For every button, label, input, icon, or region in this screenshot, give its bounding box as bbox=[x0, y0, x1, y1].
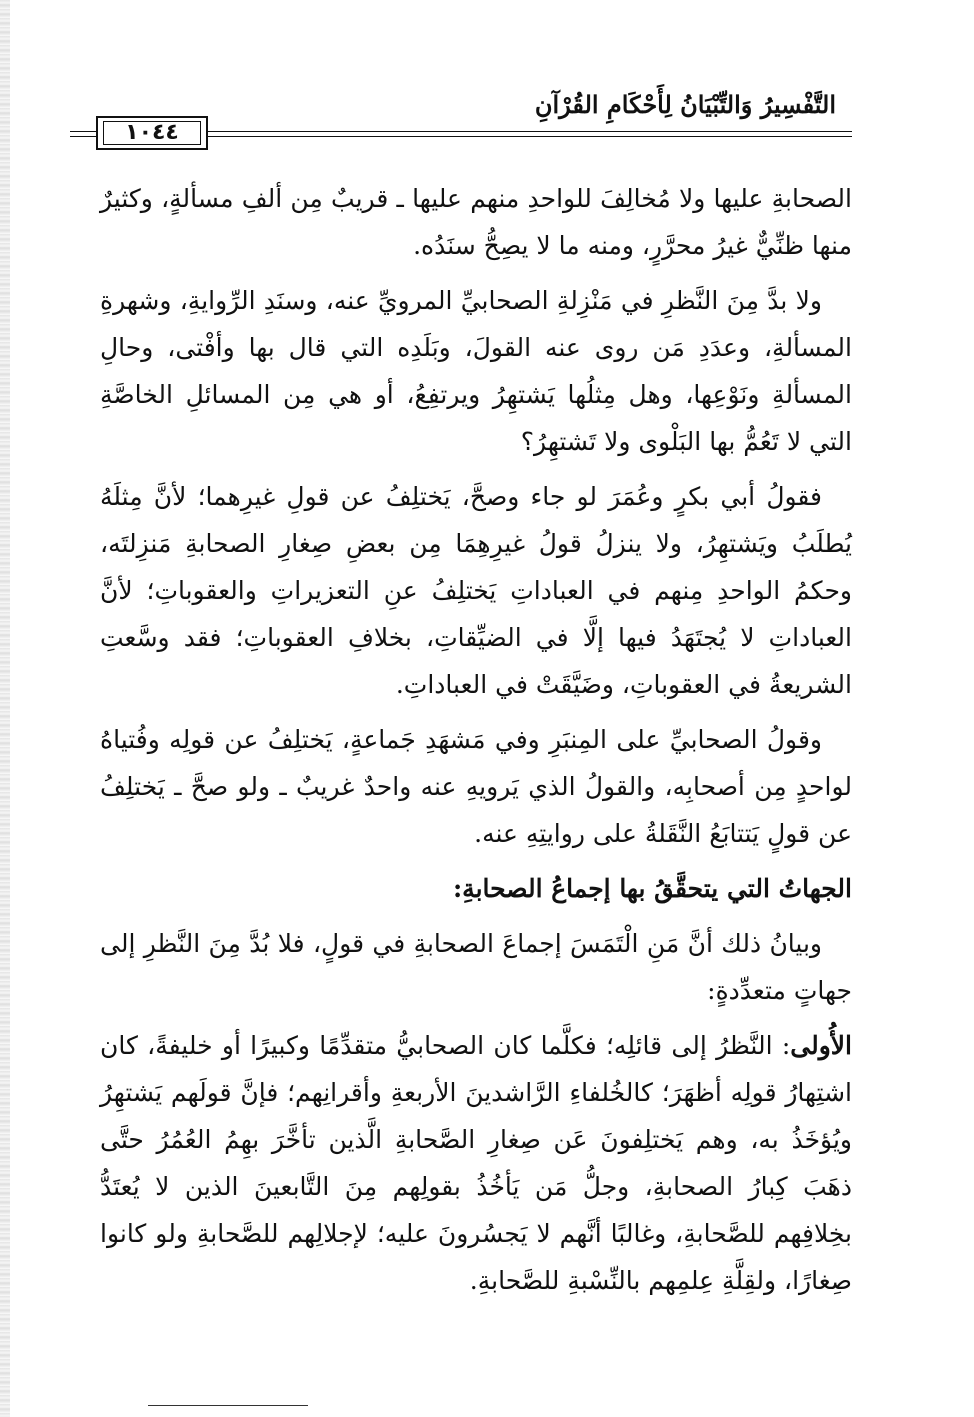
paragraph-6-text: : النَّظرُ إلى قائلِه؛ فكلَّما كان الصحابيُّ متقدِّمًا وكبيرًا أو خليفةً، كان اشتِهارُ قولِه أظهَرَ؛ كالخُلفاءِ الرَّاشدينَ الأربعةِ وأقرانِهم؛ فإنَّ قولَهم يَشتهِرُ ويُؤخَذُ به، وهم يَختلِفونَ عَن صِغارِ الصَّحابةِ الَّذين تأخَّرَ بهِمُ العُمُرُ حتَّى ذهَبَ كِبارُ الصحابةِ، وجلُّ مَن يَأخُذُ بقولِهم مِنَ التَّابعينَ الذين لا يُعتَدُّ بخِلافِهم للصَّحابةِ، وغالبًا أنَّهم لا يَجسُرونَ عليه؛ لإجلالِهم للصَّحابةِ ولو كانوا صِغارًا، ولقِلَّةِ عِلمِهم بالنِّسْبةِ للصَّحابةِ. bbox=[100, 1031, 852, 1295]
page-number-frame bbox=[96, 116, 208, 150]
paragraph-3: فقولُ أبي بكرٍ وعُمَرَ لو جاء وصحَّ، يَختلِفُ عن قولِ غيرِهما؛ لأنَّ مِثلَهُ يُطلَبُ ويَشتهِرُ، ولا ينزلُ قولُ غيرِهِمَا مِن بعضِ صِغارِ الصحابةِ مَنزِلتَه، وحكمُ الواحدِ مِنهم في العباداتِ يَختلِفُ عنِ التعزيراتِ والعقوباتِ؛ لأنَّ العباداتِ لا يُجتَهَدُ فيها إلَّا في الضيِّقاتِ، بخلافِ العقوباتِ؛ فقد وسَّعتِ الشريعةُ في العقوباتِ، وضَيَّقَتْ في العباداتِ. bbox=[100, 482, 852, 699]
paragraph-6 bbox=[100, 1022, 852, 1304]
paragraph-2: ولا بدَّ مِنَ النَّظرِ في مَنْزِلةِ الصحابيِّ المرويِّ عنه، وسنَدِ الرِّوايةِ، وشهرةِ المسألةِ، وعدَدِ مَن روى عنه القولَ، وبَلَدِه التي قال بها وأفْتى، وحالِ المسألةِ ونَوْعِها، وهل مِثلُها يَشتهِرُ ويرتفِعُ، أو هي مِن المسائلِ الخاصَّةِ التي لا تَعُمُّ بها البَلْوى ولا تَشتهِرُ؟ bbox=[100, 286, 852, 456]
paragraph-5: وبيانُ ذلك أنَّ مَنِ الْتَمَسَ إجماعَ الصحابةِ في قولٍ، فلا بُدَّ مِنَ النَّظرِ إلى جهاتٍ متعدِّدةٍ: bbox=[100, 929, 852, 1005]
running-title: التَّفْسِيرُ وَالتِّبْيَانُ لِأَحْكَامِ القُرْآنِ bbox=[534, 90, 836, 119]
paragraph-1: الصحابةِ عليها ولا مُخالِفَ للواحدِ منهم عليها ـ قريبٌ مِن ألفِ مسألةٍ، وكثيرٌ منها ظنِّيٌّ غيرُ محرَّرٍ، ومنه ما لا يصِحُّ سنَدُه. bbox=[100, 184, 852, 260]
page-body bbox=[100, 175, 852, 1312]
scan-edge bbox=[0, 0, 10, 1417]
section-heading: الجهاتُ التي يتحقَّقُ بها إجماعُ الصحابةِ: bbox=[452, 874, 852, 903]
footer-rule bbox=[148, 1405, 308, 1406]
paragraph-4: وقولُ الصحابيِّ على المِنبَرِ وفي مَشهَدِ جَماعةٍ، يَختلِفُ عن قولِه وفُتياهُ لواحدٍ مِن أصحابِه، والقولُ الذي يَرويهِ عنه واحدٌ غريبٌ ـ ولو صحَّ ـ يَختلِفُ عن قولٍ يَتتابَعُ النَّقَلةُ على روايتِهِ عنه. bbox=[100, 725, 852, 848]
page-number: ١٠٤٤ bbox=[103, 121, 201, 145]
page-header bbox=[60, 78, 856, 168]
paragraph-6-lead: الأُولى bbox=[790, 1031, 852, 1060]
